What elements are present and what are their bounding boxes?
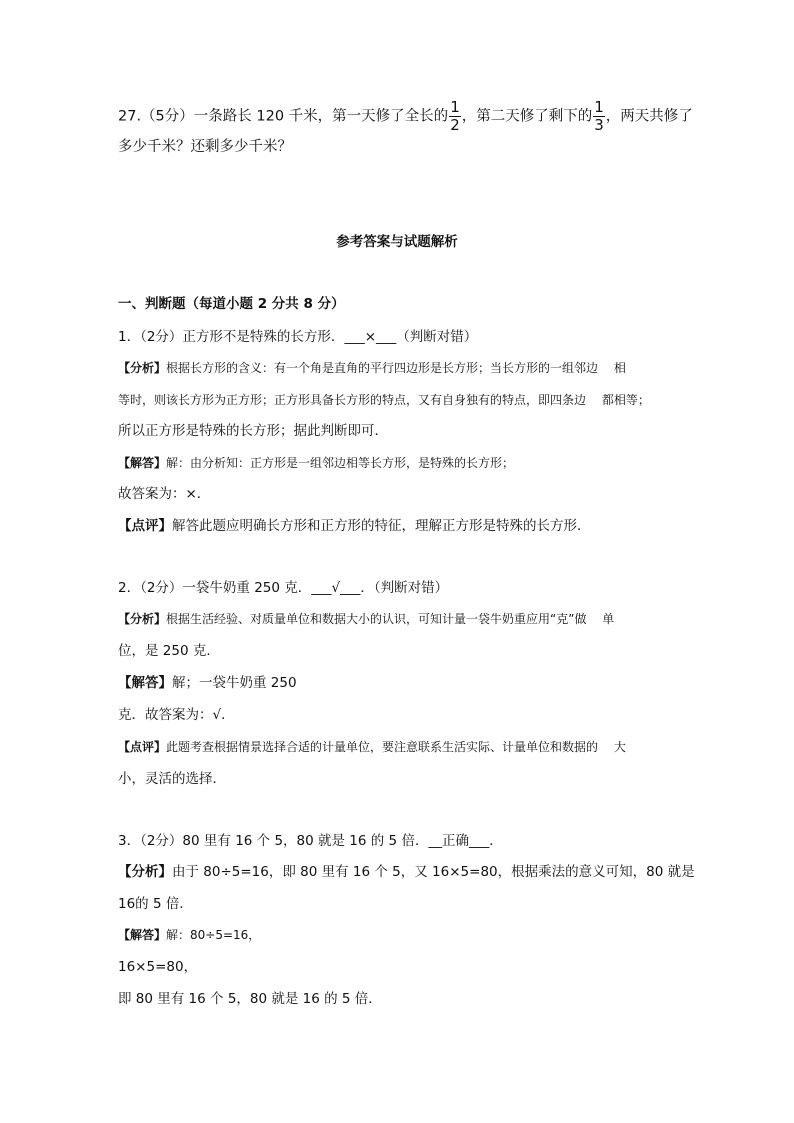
fraction-denominator: 3 [594, 116, 604, 134]
q2-answer-line [118, 677, 297, 691]
comment-tag: 【点评】 [118, 518, 172, 534]
q1-comment-line [118, 520, 591, 534]
q2-stem-suffix: ．（判断对错） [360, 580, 449, 596]
q27-line2: 多少千米？还剩多少千米？ [118, 139, 292, 155]
q2-analysis-line1 [118, 613, 614, 625]
q1-answer-line [118, 457, 514, 469]
fraction-denominator: 2 [450, 116, 460, 134]
q1-answer-final: 故答案为：×． [118, 486, 211, 502]
q27-text-post: ，两天共修了 [605, 108, 693, 125]
q3-analysis-line2: 16的 5 倍． [118, 896, 193, 912]
q3-answer-line [118, 929, 260, 941]
analysis-text: 根据生活经验、对质量单位和数据大小的认识，可知计量一袋牛奶重应用“克”做 单 [166, 612, 615, 626]
q3-analysis-line1 [118, 866, 695, 880]
q1-stem [118, 331, 477, 345]
analysis-tag: 【分析】 [118, 361, 167, 375]
q2-comment-line2: 小，灵活的选择． [118, 771, 226, 787]
q3-stem-text: 3．（2分）80 里有 16 个 5，80 就是 16 的 5 倍． [118, 833, 429, 849]
fraction-numerator: 1 [594, 98, 604, 116]
fraction-one-half [449, 100, 461, 133]
analysis-tag: 【分析】 [118, 612, 167, 626]
q2-comment-line1 [118, 741, 626, 753]
comment-tag: 【点评】 [118, 740, 167, 754]
analysis-tag: 【分析】 [118, 864, 172, 880]
q2-stem [118, 582, 448, 596]
q3-answer-blank: __正确___ [428, 833, 490, 849]
analysis-text: 由于 80÷5=16，即 80 里有 16 个 5，又 16×5=80，根据乘法的意义可知，80 就是 [172, 864, 695, 880]
comment-text: 解答此题应明确长方形和正方形的特征，理解正方形是特殊的长方形． [172, 518, 591, 534]
answer-text: 解；一袋牛奶重 250 [172, 675, 297, 691]
analysis-text: 根据长方形的含义：有一个角是直角的平行四边形是长方形；当长方形的一组邻边 相 [166, 361, 626, 375]
answer-text: 解：80÷5=16， [166, 928, 261, 942]
q27-text-mid: ，第二天修了剩下的 [461, 108, 593, 125]
answers-title: 参考答案与试题解析 [336, 234, 458, 250]
answer-tag: 【解答】 [118, 675, 172, 691]
q3-calc-line2: 即 80 里有 16 个 5，80 就是 16 的 5 倍． [118, 991, 382, 1007]
q2-answer-final: 克．故答案为：√． [118, 707, 235, 723]
q1-analysis-line1 [118, 362, 626, 374]
answer-tag: 【解答】 [118, 456, 167, 470]
q2-answer-blank: ___√___ [311, 580, 361, 596]
q1-stem-text: 1．（2分）正方形不是特殊的长方形． [118, 329, 345, 345]
fraction-numerator: 1 [450, 98, 460, 116]
q1-stem-suffix: （判断对错） [396, 329, 478, 345]
q1-analysis-line2: 等时，则该长方形为正方形；正方形具备长方形的特点，又有自身独有的特点，即四条边 都相等； [118, 393, 650, 407]
answer-tag: 【解答】 [118, 928, 167, 942]
q27-line1 [118, 100, 693, 133]
q27-text-pre: 27.（5分）一条路长 120 千米，第一天修了全长的 [118, 108, 449, 125]
q1-analysis-line3: 所以正方形是特殊的长方形；据此判断即可． [118, 423, 388, 439]
q2-stem-text: 2．（2分）一袋牛奶重 250 克． [118, 580, 312, 596]
comment-text: 此题考查根据情景选择合适的计量单位，要注意联系生活实际、计量单位和数据的 大 [166, 740, 626, 754]
q3-calc-line1: 16×5=80， [118, 959, 198, 975]
section-title: 一、判断题（每道小题 2 分共 8 分） [118, 296, 345, 312]
q2-analysis-line2: 位，是 250 克． [118, 643, 220, 659]
q3-stem [118, 835, 503, 849]
fraction-one-third [593, 100, 605, 133]
q3-stem-suffix: ． [489, 833, 503, 849]
answer-text: 解：由分析知：正方形是一组邻边相等长方形，是特殊的长方形； [166, 456, 515, 470]
q1-answer-blank: ___×___ [344, 329, 397, 345]
